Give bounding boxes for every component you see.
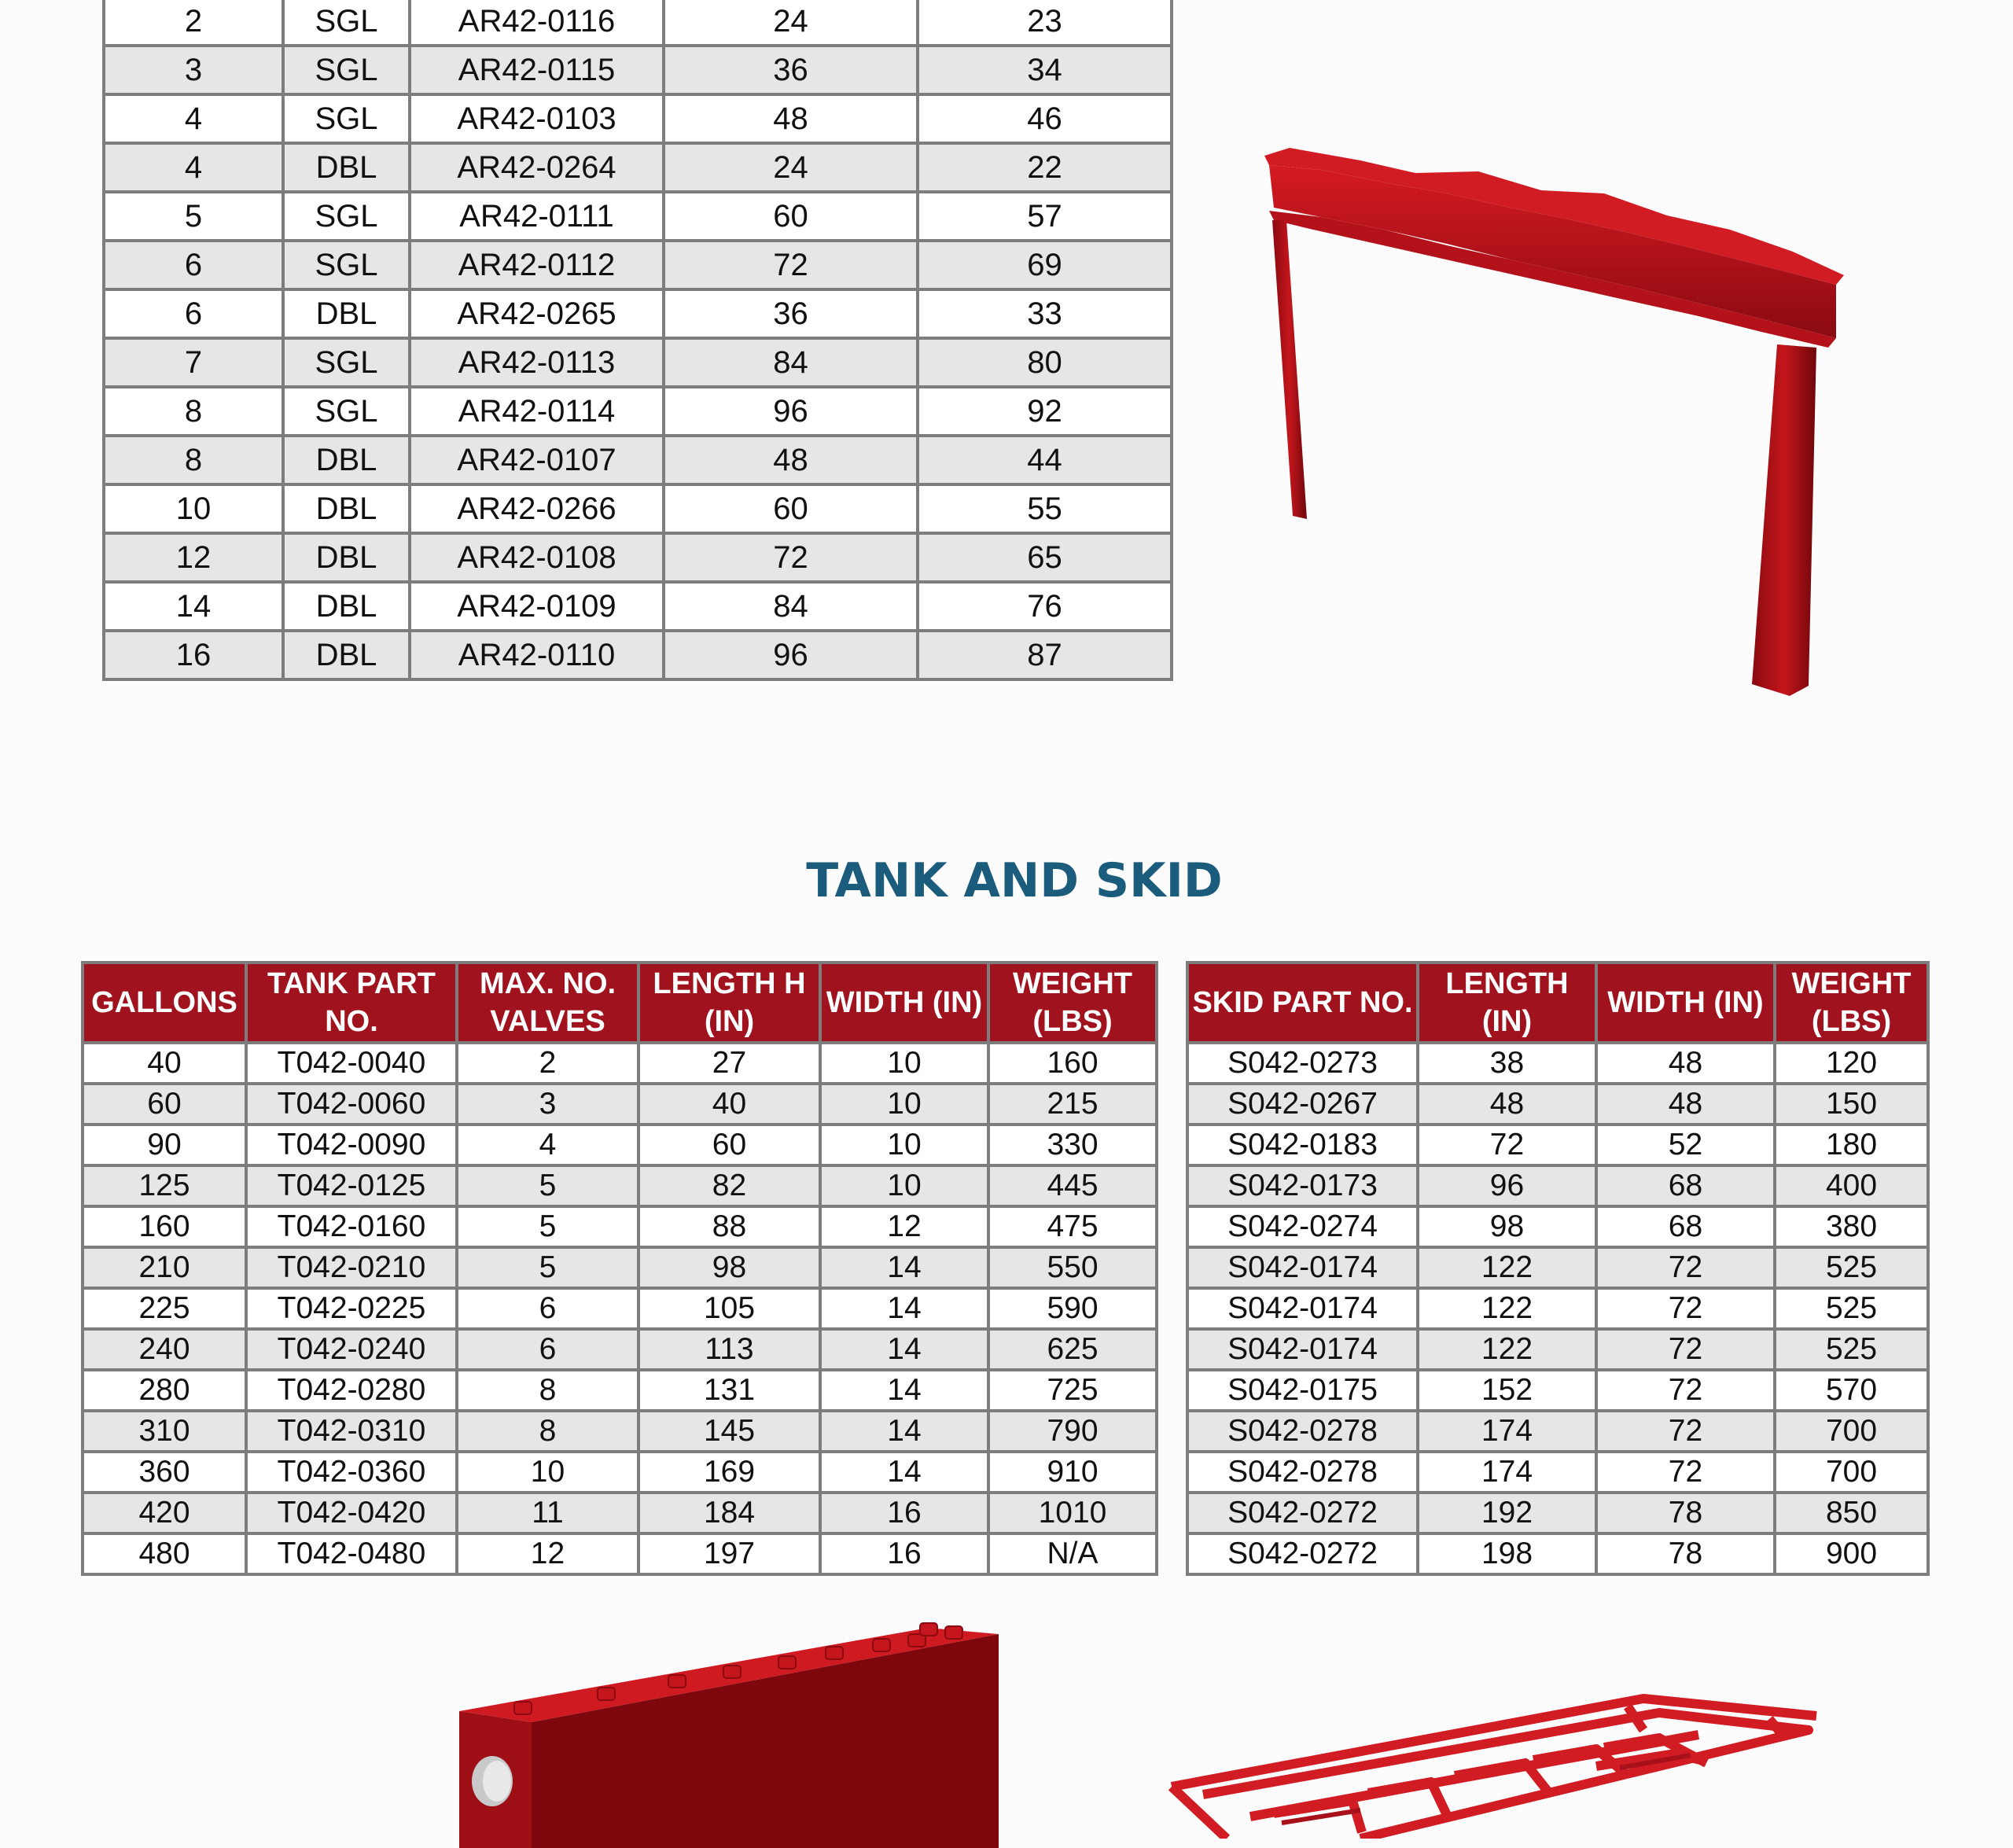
table-row <box>1187 1084 1928 1125</box>
table-cell: 10 <box>457 1452 638 1493</box>
table-cell: 5 <box>457 1206 638 1247</box>
table-cell: 525 <box>1775 1329 1928 1370</box>
table-cell: 700 <box>1775 1411 1928 1452</box>
table-cell: 8 <box>104 436 283 484</box>
table-cell: S042-0174 <box>1187 1247 1418 1288</box>
table-row <box>83 1493 1157 1533</box>
table-cell: 122 <box>1418 1247 1596 1288</box>
table-cell: 76 <box>918 582 1172 631</box>
table-cell: 44 <box>918 436 1172 484</box>
table-cell: 48 <box>1418 1084 1596 1125</box>
table-cell: 5 <box>104 192 283 241</box>
table-row <box>1187 1452 1928 1493</box>
table-cell: DBL <box>283 484 410 533</box>
table-cell: 198 <box>1418 1533 1596 1574</box>
table-cell: T042-0240 <box>246 1329 457 1370</box>
table-cell: SGL <box>283 387 410 436</box>
table-cell: 78 <box>1596 1533 1775 1574</box>
table-cell: 11 <box>457 1493 638 1533</box>
table-cell: N/A <box>988 1533 1157 1574</box>
table-cell: DBL <box>283 143 410 192</box>
table-cell: 174 <box>1418 1411 1596 1452</box>
table-cell: 360 <box>83 1452 246 1493</box>
table-cell: 1010 <box>988 1493 1157 1533</box>
table-cell: 72 <box>664 533 918 582</box>
table-cell: 174 <box>1418 1452 1596 1493</box>
table-cell: 12 <box>820 1206 988 1247</box>
table-cell: 5 <box>457 1165 638 1206</box>
table-cell: 98 <box>638 1247 820 1288</box>
table-cell: 57 <box>918 192 1172 241</box>
table-cell: 34 <box>918 46 1172 94</box>
table-cell: 48 <box>1596 1043 1775 1084</box>
table-cell: T042-0310 <box>246 1411 457 1452</box>
column-header: GALLONS <box>83 963 246 1043</box>
table-cell: 72 <box>1596 1370 1775 1411</box>
table-cell: 10 <box>104 484 283 533</box>
table-row <box>104 436 1172 484</box>
table-cell: 72 <box>1596 1452 1775 1493</box>
table-cell: AR42-0116 <box>410 0 664 46</box>
table-row <box>104 631 1172 679</box>
table-cell: S042-0183 <box>1187 1125 1418 1165</box>
table-row <box>83 1165 1157 1206</box>
table-cell: 24 <box>664 143 918 192</box>
table-row <box>83 1288 1157 1329</box>
table-cell: 14 <box>820 1452 988 1493</box>
table-cell: 590 <box>988 1288 1157 1329</box>
table-cell: 8 <box>457 1370 638 1411</box>
table-cell: 480 <box>83 1533 246 1574</box>
table-cell: 850 <box>1775 1493 1928 1533</box>
table-cell: S042-0272 <box>1187 1533 1418 1574</box>
table-cell: AR42-0265 <box>410 289 664 338</box>
table-row <box>104 338 1172 387</box>
table-cell: 475 <box>988 1206 1157 1247</box>
tank-table-header <box>83 963 1157 1043</box>
table-cell: S042-0174 <box>1187 1329 1418 1370</box>
table-cell: 36 <box>664 289 918 338</box>
tank-table <box>81 961 1158 1576</box>
table-cell: 400 <box>1775 1165 1928 1206</box>
table-row <box>1187 1247 1928 1288</box>
table-cell: 10 <box>820 1084 988 1125</box>
table-cell: 570 <box>1775 1370 1928 1411</box>
table-cell: 210 <box>83 1247 246 1288</box>
table-cell: 27 <box>638 1043 820 1084</box>
table-row <box>83 1084 1157 1125</box>
table-cell: 790 <box>988 1411 1157 1452</box>
table-cell: 24 <box>664 0 918 46</box>
table-row <box>104 484 1172 533</box>
table-cell: SGL <box>283 94 410 143</box>
table-cell: 6 <box>104 289 283 338</box>
table-cell: T042-0420 <box>246 1493 457 1533</box>
table-cell: 68 <box>1596 1206 1775 1247</box>
table-cell: 525 <box>1775 1247 1928 1288</box>
table-cell: SGL <box>283 192 410 241</box>
table-cell: T042-0280 <box>246 1370 457 1411</box>
table-cell: S042-0278 <box>1187 1411 1418 1452</box>
table-cell: DBL <box>283 289 410 338</box>
table-cell: 48 <box>664 94 918 143</box>
table-cell: AR42-0111 <box>410 192 664 241</box>
table-cell: AR42-0103 <box>410 94 664 143</box>
arm-table-body <box>104 0 1172 679</box>
table-cell: 8 <box>457 1411 638 1452</box>
table-cell: 900 <box>1775 1533 1928 1574</box>
table-cell: 8 <box>104 387 283 436</box>
table-cell: S042-0274 <box>1187 1206 1418 1247</box>
table-row <box>1187 1370 1928 1411</box>
table-cell: 48 <box>664 436 918 484</box>
table-cell: 12 <box>457 1533 638 1574</box>
table-cell: 82 <box>638 1165 820 1206</box>
table-cell: T042-0480 <box>246 1533 457 1574</box>
table-cell: 550 <box>988 1247 1157 1288</box>
table-cell: AR42-0266 <box>410 484 664 533</box>
table-cell: 184 <box>638 1493 820 1533</box>
table-cell: 725 <box>988 1370 1157 1411</box>
table-cell: T042-0060 <box>246 1084 457 1125</box>
table-cell: 6 <box>457 1288 638 1329</box>
table-cell: T042-0090 <box>246 1125 457 1165</box>
tank-illustration <box>456 1612 1006 1848</box>
table-cell: 60 <box>83 1084 246 1125</box>
table-cell: 4 <box>104 94 283 143</box>
table-cell: AR42-0115 <box>410 46 664 94</box>
table-cell: 80 <box>918 338 1172 387</box>
table-cell: 16 <box>820 1493 988 1533</box>
table-cell: DBL <box>283 582 410 631</box>
table-cell: S042-0175 <box>1187 1370 1418 1411</box>
table-cell: SGL <box>283 46 410 94</box>
table-cell: 145 <box>638 1411 820 1452</box>
table-cell: 5 <box>457 1247 638 1288</box>
table-row <box>1187 1125 1928 1165</box>
table-cell: 72 <box>1596 1329 1775 1370</box>
table-cell: 122 <box>1418 1288 1596 1329</box>
table-cell: 120 <box>1775 1043 1928 1084</box>
table-cell: 78 <box>1596 1493 1775 1533</box>
table-cell: 48 <box>1596 1084 1775 1125</box>
table-cell: 240 <box>83 1329 246 1370</box>
tank-table-body <box>83 1043 1157 1574</box>
section-title: TANK AND SKID <box>806 853 1223 908</box>
column-header: MAX. NO. VALVES <box>457 963 638 1043</box>
table-cell: S042-0272 <box>1187 1493 1418 1533</box>
table-cell: DBL <box>283 631 410 679</box>
table-cell: SGL <box>283 338 410 387</box>
table-row <box>104 533 1172 582</box>
table-cell: 72 <box>1596 1288 1775 1329</box>
table-row <box>83 1370 1157 1411</box>
table-cell: 125 <box>83 1165 246 1206</box>
table-cell: T042-0040 <box>246 1043 457 1084</box>
table-cell: 72 <box>664 241 918 289</box>
table-cell: 445 <box>988 1165 1157 1206</box>
table-cell: 625 <box>988 1329 1157 1370</box>
column-header: SKID PART NO. <box>1187 963 1418 1043</box>
table-cell: SGL <box>283 241 410 289</box>
column-header: WIDTH (IN) <box>1596 963 1775 1043</box>
table-cell: 72 <box>1596 1411 1775 1452</box>
table-row <box>83 1247 1157 1288</box>
skid-table-header <box>1187 963 1928 1043</box>
table-row <box>1187 1043 1928 1084</box>
table-cell: 40 <box>638 1084 820 1125</box>
table-row <box>1187 1206 1928 1247</box>
table-cell: T042-0160 <box>246 1206 457 1247</box>
table-cell: 105 <box>638 1288 820 1329</box>
table-cell: 98 <box>1418 1206 1596 1247</box>
table-row <box>104 387 1172 436</box>
table-cell: 84 <box>664 338 918 387</box>
table-cell: T042-0125 <box>246 1165 457 1206</box>
table-cell: 36 <box>664 46 918 94</box>
table-cell: 122 <box>1418 1329 1596 1370</box>
table-cell: AR42-0112 <box>410 241 664 289</box>
table-row <box>1187 1493 1928 1533</box>
table-cell: 84 <box>664 582 918 631</box>
table-cell: S042-0273 <box>1187 1043 1418 1084</box>
table-cell: 280 <box>83 1370 246 1411</box>
table-cell: DBL <box>283 533 410 582</box>
table-cell: 68 <box>1596 1165 1775 1206</box>
skid-table <box>1186 961 1930 1576</box>
table-row <box>83 1533 1157 1574</box>
table-cell: 46 <box>918 94 1172 143</box>
table-cell: 6 <box>457 1329 638 1370</box>
table-cell: 60 <box>664 484 918 533</box>
table-cell: 96 <box>1418 1165 1596 1206</box>
table-cell: SGL <box>283 0 410 46</box>
table-cell: 72 <box>1596 1247 1775 1288</box>
column-header: LENGTH (IN) <box>1418 963 1596 1043</box>
table-cell: 14 <box>820 1329 988 1370</box>
table-row <box>1187 1165 1928 1206</box>
table-row <box>104 582 1172 631</box>
table-cell: 23 <box>918 0 1172 46</box>
table-cell: 10 <box>820 1165 988 1206</box>
table-cell: 14 <box>820 1288 988 1329</box>
table-cell: 10 <box>820 1043 988 1084</box>
table-cell: 160 <box>83 1206 246 1247</box>
table-row <box>104 241 1172 289</box>
skid-illustration <box>1156 1683 1832 1839</box>
table-cell: 113 <box>638 1329 820 1370</box>
table-row <box>83 1411 1157 1452</box>
table-cell: 380 <box>1775 1206 1928 1247</box>
table-cell: 169 <box>638 1452 820 1493</box>
table-cell: DBL <box>283 436 410 484</box>
table-cell: T042-0360 <box>246 1452 457 1493</box>
column-header: TANK PART NO. <box>246 963 457 1043</box>
table-cell: T042-0210 <box>246 1247 457 1288</box>
table-cell: 3 <box>104 46 283 94</box>
table-cell: 88 <box>638 1206 820 1247</box>
table-cell: 420 <box>83 1493 246 1533</box>
table-cell: 192 <box>1418 1493 1596 1533</box>
arm-frame-illustration <box>1258 142 1856 708</box>
table-cell: 96 <box>664 631 918 679</box>
table-cell: 92 <box>918 387 1172 436</box>
table-cell: 60 <box>664 192 918 241</box>
table-cell: AR42-0109 <box>410 582 664 631</box>
table-cell: 4 <box>457 1125 638 1165</box>
column-header: WEIGHT (LBS) <box>988 963 1157 1043</box>
table-row <box>104 94 1172 143</box>
column-header: WEIGHT (LBS) <box>1775 963 1928 1043</box>
table-cell: 2 <box>457 1043 638 1084</box>
table-cell: AR42-0114 <box>410 387 664 436</box>
table-cell: 2 <box>104 0 283 46</box>
table-cell: 525 <box>1775 1288 1928 1329</box>
table-cell: 65 <box>918 533 1172 582</box>
table-cell: 3 <box>457 1084 638 1125</box>
table-cell: 16 <box>104 631 283 679</box>
table-cell: 152 <box>1418 1370 1596 1411</box>
table-cell: AR42-0107 <box>410 436 664 484</box>
table-cell: 160 <box>988 1043 1157 1084</box>
table-row <box>83 1206 1157 1247</box>
table-cell: S042-0278 <box>1187 1452 1418 1493</box>
table-cell: 215 <box>988 1084 1157 1125</box>
table-cell: 131 <box>638 1370 820 1411</box>
table-cell: 7 <box>104 338 283 387</box>
table-cell: 910 <box>988 1452 1157 1493</box>
table-row <box>1187 1411 1928 1452</box>
table-cell: 72 <box>1418 1125 1596 1165</box>
table-cell: 87 <box>918 631 1172 679</box>
table-cell: 90 <box>83 1125 246 1165</box>
table-cell: 180 <box>1775 1125 1928 1165</box>
table-cell: 69 <box>918 241 1172 289</box>
arm-table <box>102 0 1173 681</box>
table-row <box>1187 1329 1928 1370</box>
table-cell: 10 <box>820 1125 988 1165</box>
table-row <box>83 1125 1157 1165</box>
column-header: WIDTH (IN) <box>820 963 988 1043</box>
table-row <box>1187 1288 1928 1329</box>
table-row <box>83 1452 1157 1493</box>
table-cell: 4 <box>104 143 283 192</box>
table-row <box>83 1043 1157 1084</box>
table-cell: AR42-0113 <box>410 338 664 387</box>
table-cell: 60 <box>638 1125 820 1165</box>
table-cell: S042-0173 <box>1187 1165 1418 1206</box>
table-cell: 310 <box>83 1411 246 1452</box>
table-row <box>1187 1533 1928 1574</box>
table-cell: AR42-0110 <box>410 631 664 679</box>
table-row <box>104 0 1172 46</box>
table-cell: 14 <box>820 1411 988 1452</box>
table-cell: 52 <box>1596 1125 1775 1165</box>
table-cell: 40 <box>83 1043 246 1084</box>
table-cell: 16 <box>820 1533 988 1574</box>
table-cell: 33 <box>918 289 1172 338</box>
table-cell: S042-0267 <box>1187 1084 1418 1125</box>
table-row <box>104 192 1172 241</box>
column-header: LENGTH H (IN) <box>638 963 820 1043</box>
table-cell: 6 <box>104 241 283 289</box>
table-cell: AR42-0108 <box>410 533 664 582</box>
skid-table-body <box>1187 1043 1928 1574</box>
table-cell: 330 <box>988 1125 1157 1165</box>
table-cell: 12 <box>104 533 283 582</box>
table-cell: T042-0225 <box>246 1288 457 1329</box>
table-cell: 96 <box>664 387 918 436</box>
table-cell: S042-0174 <box>1187 1288 1418 1329</box>
table-cell: 225 <box>83 1288 246 1329</box>
table-row <box>104 46 1172 94</box>
table-cell: 38 <box>1418 1043 1596 1084</box>
table-cell: 700 <box>1775 1452 1928 1493</box>
table-row <box>104 143 1172 192</box>
table-row <box>104 289 1172 338</box>
table-cell: AR42-0264 <box>410 143 664 192</box>
table-cell: 197 <box>638 1533 820 1574</box>
table-cell: 55 <box>918 484 1172 533</box>
table-cell: 22 <box>918 143 1172 192</box>
table-row <box>83 1329 1157 1370</box>
table-cell: 14 <box>820 1370 988 1411</box>
table-cell: 150 <box>1775 1084 1928 1125</box>
table-cell: 14 <box>104 582 283 631</box>
table-cell: 14 <box>820 1247 988 1288</box>
